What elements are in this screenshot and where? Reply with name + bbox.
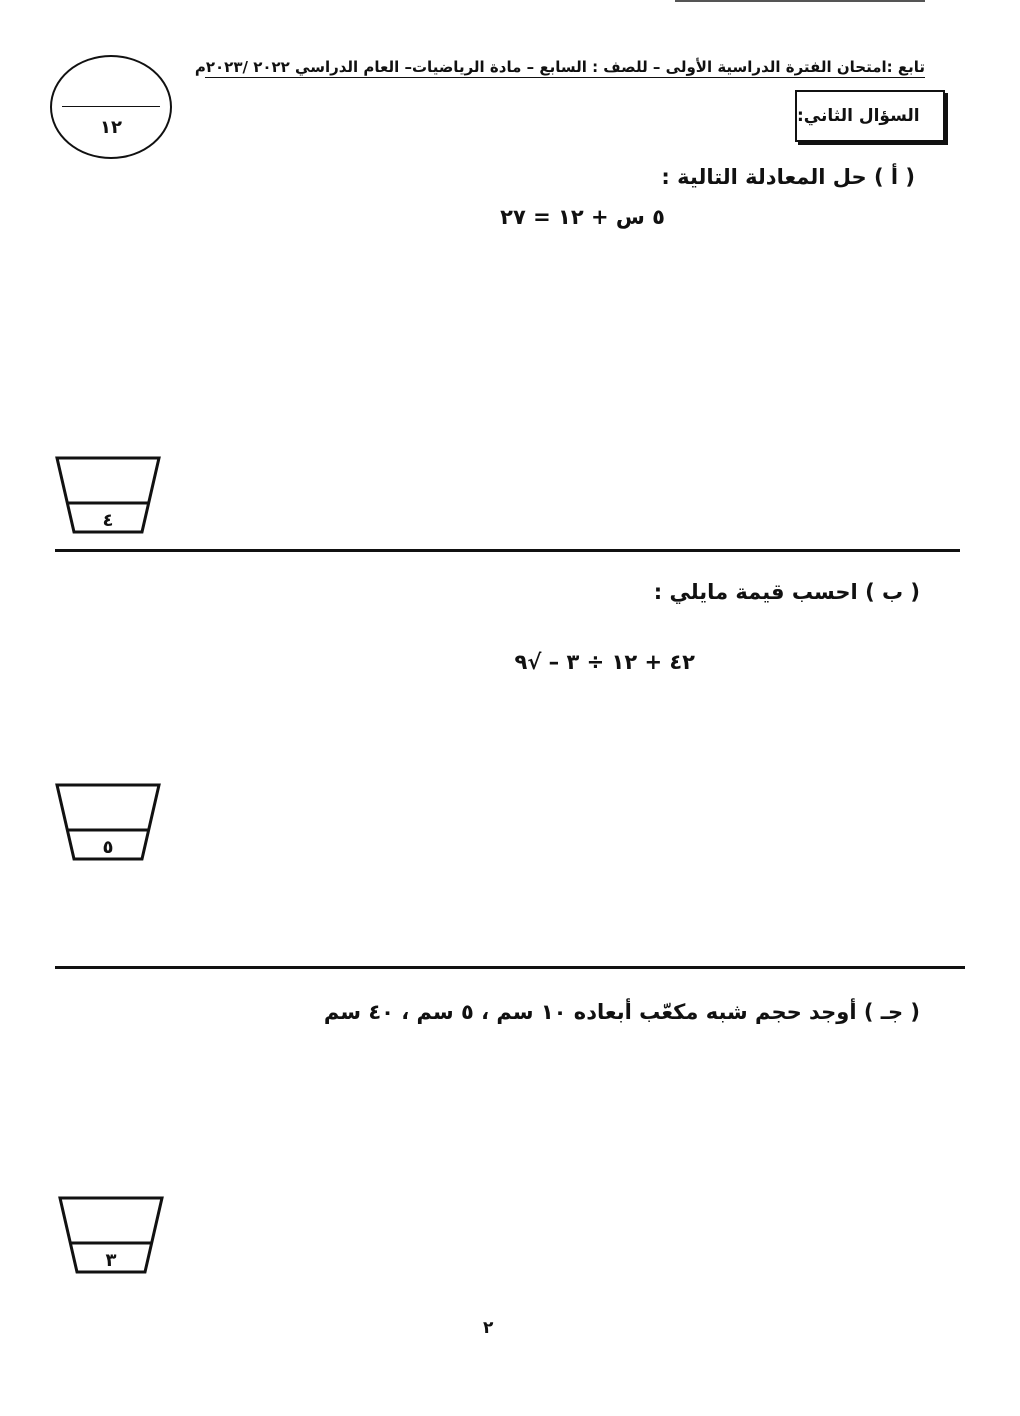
section-divider-1	[55, 549, 960, 552]
exam-header: تابع :امتحان الفترة الدراسية الأولى – للصف : السابع – مادة الرياضيات– العام الدراسي ٢٠٢٢ /٢٠٢٣م	[194, 58, 925, 76]
part-b-expression: ٤٢ + ١٢ ÷ ٣ – √٩	[514, 650, 695, 674]
total-score: ١٢	[100, 117, 122, 138]
part-a-mark-box	[52, 455, 164, 535]
page-number: ٢	[483, 1318, 494, 1338]
section-divider-2	[55, 966, 965, 969]
part-a-title: ( أ ) حل المعادلة التالية :	[661, 165, 915, 189]
score-divider	[62, 106, 160, 107]
part-b-title: ( ب ) احسب قيمة مايلي :	[653, 580, 920, 604]
question-title-box	[795, 90, 945, 142]
question-title: السؤال الثاني:	[797, 106, 920, 126]
part-b-mark: ٥	[102, 837, 114, 858]
part-c-title: ( جـ ) أوجد حجم شبه مكعّب أبعاده ١٠ سم ، ٥ سم ، ٤٠ سم	[323, 1000, 920, 1024]
part-b-mark-box	[52, 782, 164, 862]
part-a-mark: ٤	[102, 510, 114, 531]
part-c-mark: ٣	[105, 1250, 117, 1271]
part-a-equation: ٥ س + ١٢ = ٢٧	[500, 205, 665, 229]
total-score-circle	[50, 55, 172, 159]
part-c-mark-box	[55, 1195, 167, 1275]
top-edge-line	[675, 0, 925, 2]
